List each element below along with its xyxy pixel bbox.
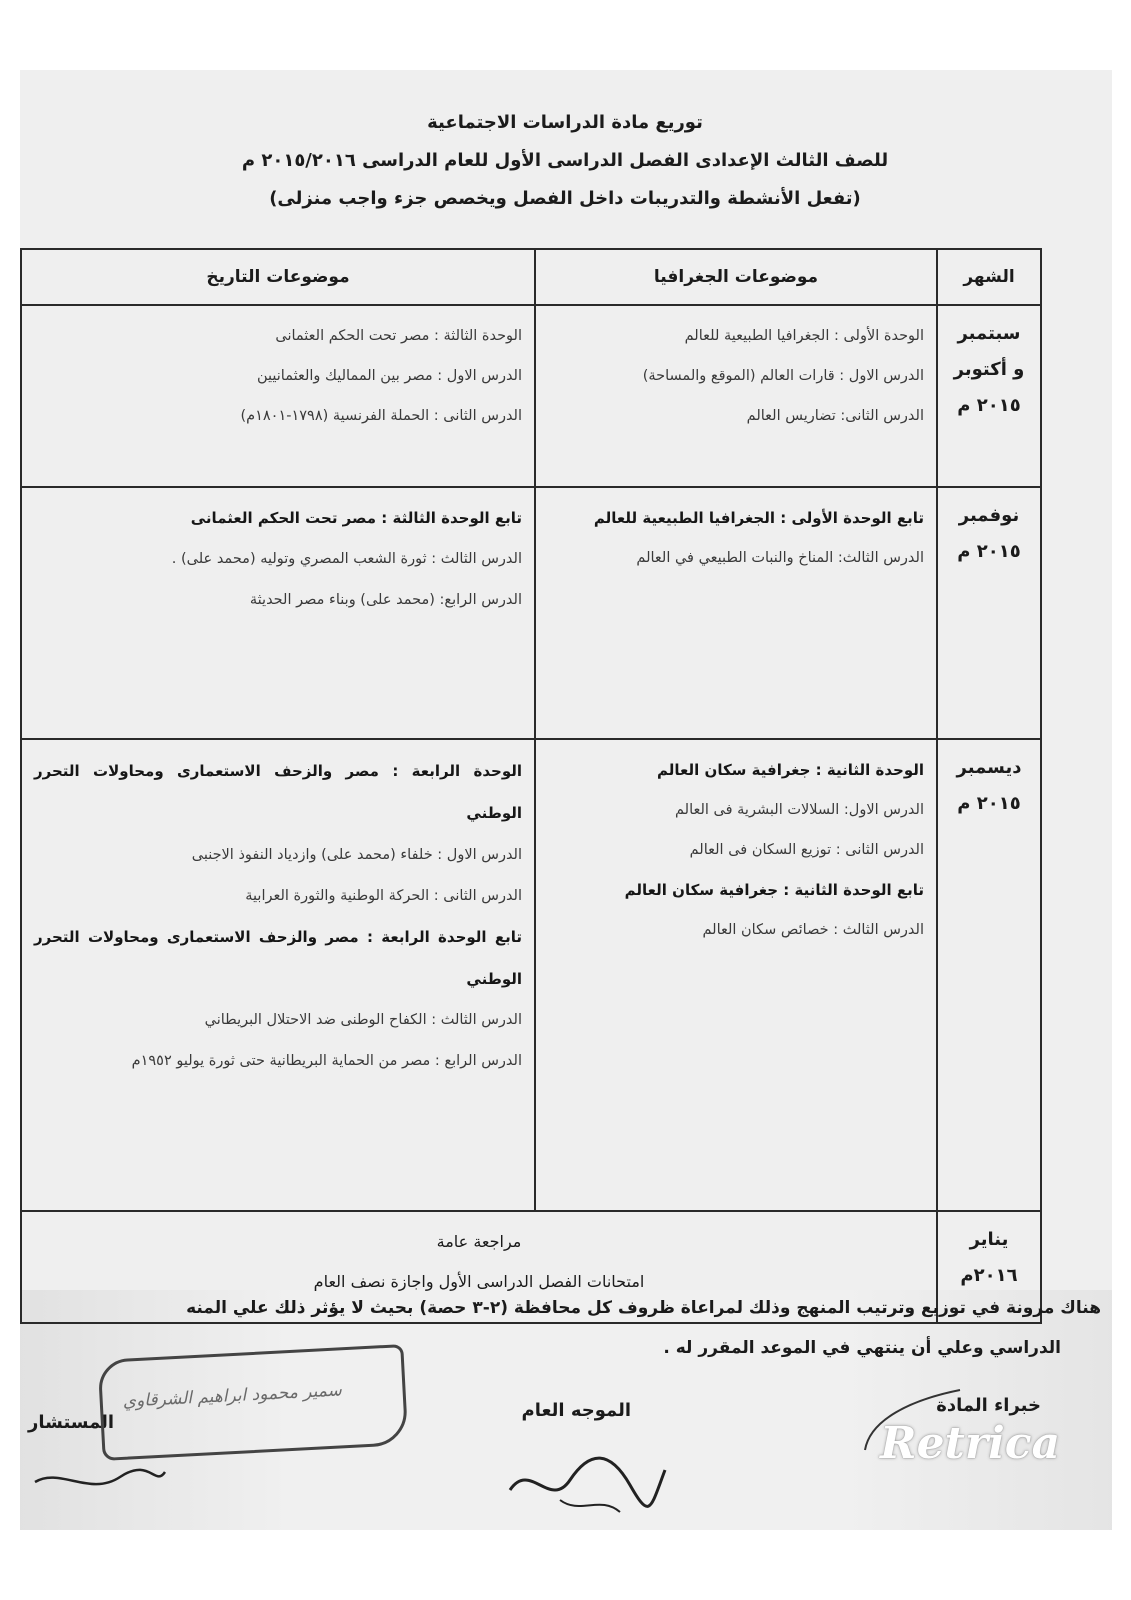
unit-line: الوحدة الثانية : جغرافية سكان العالم <box>657 761 924 779</box>
topic-line: الوحدة الثالثة : مصر تحت الحكم العثمانى <box>275 328 522 344</box>
history-cell <box>21 739 535 1211</box>
topic-line: الدرس الاول : مصر بين المماليك والعثمانيين <box>256 368 522 384</box>
topic-line: الدرس الاول: السلالات البشرية فى العالم <box>675 802 924 818</box>
unit-line: تابع الوحدة الثالثة : مصر تحت الحكم العثمانى <box>190 509 522 527</box>
topic-line: الدرس الاول : قارات العالم (الموقع والمساحة) <box>642 368 924 384</box>
unit-line: تابع الوحدة الأولى : الجغرافيا الطبيعية للعالم <box>593 509 924 527</box>
topic-line: الدرس الثانى : الحملة الفرنسية (١٧٩٨-١٨٠١م) <box>240 408 522 424</box>
exam-line: امتحانات الفصل الدراسى الأول واجازة نصف العام <box>313 1272 645 1291</box>
history-cell <box>21 305 535 487</box>
month-line: ٢٠١٥ م <box>957 541 1021 562</box>
topic-line: الدرس الاول : خلفاء (محمد على) وازدياد النفوذ الاجنبى <box>191 847 522 863</box>
document-note: (تفعل الأنشطة والتدريبات داخل الفصل ويخصص جزء واجب منزلى) <box>269 188 861 209</box>
note-line: الدراسي وعلي أن ينتهي في الموعد المقرر له . <box>663 1338 1061 1358</box>
table-row <box>21 487 1041 739</box>
month-line: يناير <box>969 1229 1009 1250</box>
watermark-logo: Retrica <box>880 1418 1061 1469</box>
document-subtitle: للصف الثالث الإعدادى الفصل الدراسى الأول للعام الدراسى ٢٠١٥/٢٠١٦ م <box>241 150 889 171</box>
director-signature-scribble <box>500 1440 670 1520</box>
month-line: ٢٠١٦م <box>960 1265 1018 1286</box>
curriculum-table <box>20 248 1042 1324</box>
topic-line: الدرس الثانى : الحركة الوطنية والثورة العرابية <box>245 888 522 904</box>
unit-line: تابع الوحدة الثانية : جغرافية سكان العالم <box>624 881 924 899</box>
director-signature-label: الموجه العام <box>521 1400 631 1421</box>
topic-line: الدرس الرابع : مصر من الحماية البريطانية حتى ثورة يوليو ١٩٥٢م <box>131 1053 522 1069</box>
topic-line: الدرس الثانى: تضاريس العالم <box>746 408 924 424</box>
topic-line: الوحدة الأولى : الجغرافيا الطبيعية للعالم <box>684 328 924 344</box>
unit-line: تابع الوحدة الرابعة : مصر والزحف الاستعمارى ومحاولات التحرر الوطني <box>34 928 522 988</box>
advisor-signature-label: المستشار <box>28 1412 115 1433</box>
topic-line: الدرس الثالث : الكفاح الوطنى ضد الاحتلال البريطاني <box>204 1012 522 1028</box>
month-cell <box>937 739 1041 1211</box>
stamp-text: سمير محمود ابراهيم الشرقاوي <box>122 1380 343 1412</box>
month-line: ٢٠١٥ م <box>957 793 1021 814</box>
month-line: سبتمبر <box>957 323 1021 344</box>
advisor-signature-scribble <box>30 1462 170 1502</box>
table-row <box>21 305 1041 487</box>
note-line: هناك مرونة في توزيع وترتيب المنهج وذلك لمراعاة ظروف كل محافظة (٢-٣ حصة) بحيث لا يؤثر ذلك علي المنه <box>186 1298 1101 1318</box>
geography-cell <box>535 305 937 487</box>
topic-line: الدرس الثانى : توزيع السكان فى العالم <box>689 842 924 858</box>
topic-line: الدرس الرابع: (محمد على) وبناء مصر الحديثة <box>249 592 522 608</box>
month-cell <box>937 305 1041 487</box>
topic-line: الدرس الثالث: المناخ والنبات الطبيعي في العالم <box>636 550 924 566</box>
history-cell <box>21 487 535 739</box>
month-cell <box>937 487 1041 739</box>
header-geography: موضوعات الجغرافيا <box>535 249 937 305</box>
topic-line: الدرس الثالث : خصائص سكان العالم <box>702 922 924 938</box>
month-line: ديسمبر <box>956 757 1022 778</box>
unit-line: الوحدة الرابعة : مصر والزحف الاستعمارى ومحاولات التحرر الوطني <box>34 762 522 822</box>
table-row <box>21 739 1041 1211</box>
geography-cell <box>535 487 937 739</box>
document-title: توريع مادة الدراسات الاجتماعية <box>427 112 703 133</box>
official-stamp <box>98 1344 409 1461</box>
experts-signature-label: خبراء المادة <box>936 1395 1041 1416</box>
header-month: الشهر <box>937 249 1041 305</box>
topic-line: الدرس الثالث : ثورة الشعب المصري وتوليه (محمد على) . <box>171 551 522 567</box>
month-line: نوفمبر <box>958 505 1020 526</box>
review-line: مراجعة عامة <box>436 1232 522 1251</box>
month-line: ٢٠١٥ م <box>957 395 1021 416</box>
geography-cell <box>535 739 937 1211</box>
header-history: موضوعات التاريخ <box>21 249 535 305</box>
month-line: و أكتوبر <box>953 359 1025 380</box>
